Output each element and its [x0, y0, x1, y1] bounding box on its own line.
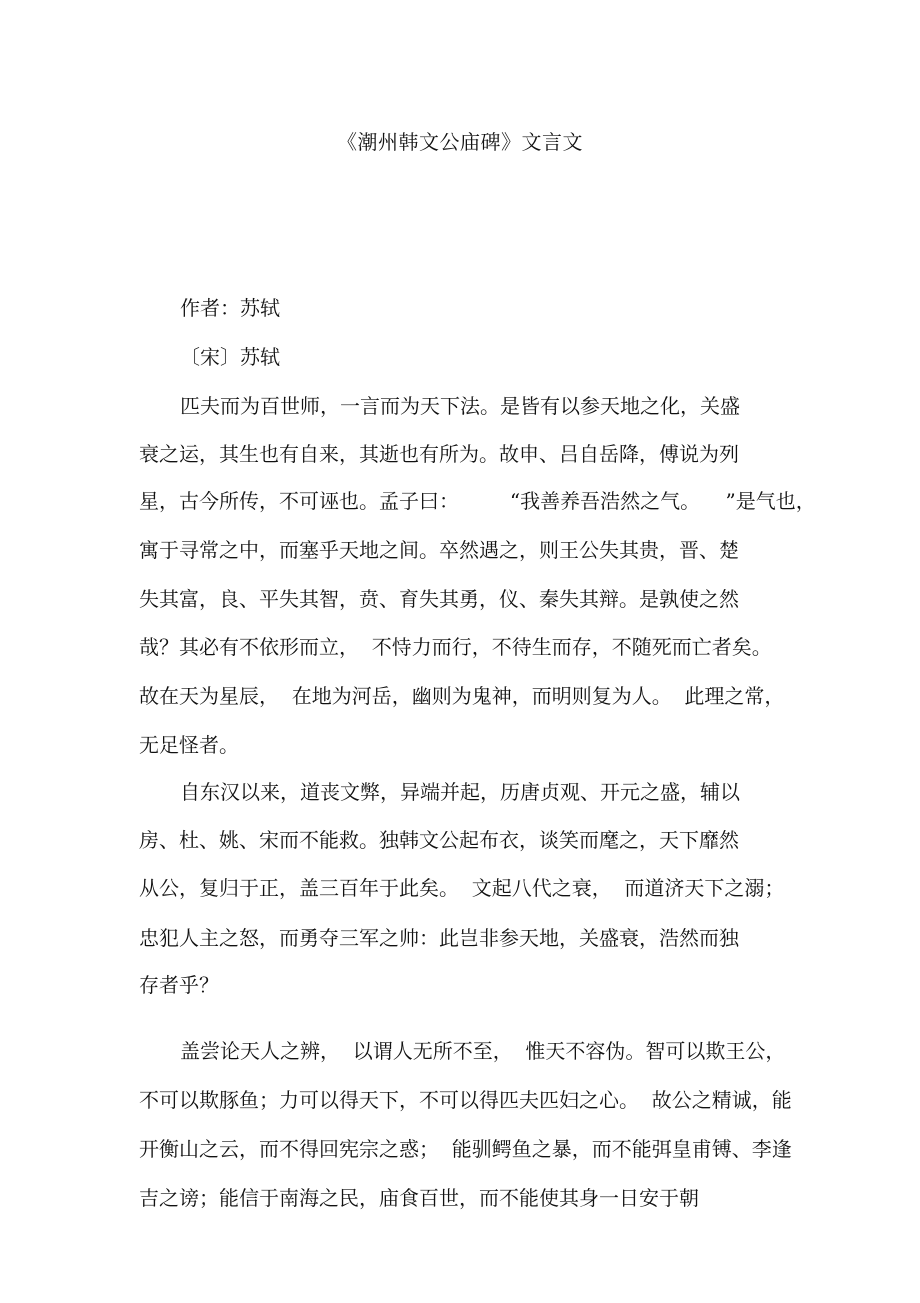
paragraph-line: 衰之运，其生也有自来，其逝也有所为。故申、吕自岳降，傅说为列 — [139, 442, 739, 466]
paragraph-line: 不可以欺豚鱼；力可以得天下，不可以得匹夫匹妇之心。 故公之精诚，能 — [139, 1088, 792, 1112]
dynasty-line: 〔宋〕苏轼 — [180, 345, 280, 369]
paragraph-line: 房、杜、姚、宋而不能救。独韩文公起布衣，谈笑而麾之，天下靡然 — [139, 828, 739, 852]
paragraph-line: 忠犯人主之怒，而勇夺三军之帅：此岂非参天地，关盛衰，浩然而独 — [139, 926, 739, 950]
author-line: 作者：苏轼 — [180, 296, 280, 320]
document-title: 《潮州韩文公庙碑》文言文 — [337, 130, 583, 154]
paragraph-line: 自东汉以来，道丧文弊，异端并起，历唐贞观、开元之盛，辅以 — [180, 780, 740, 804]
paragraph-line: 寓于寻常之中，而塞乎天地之间。卒然遇之，则王公失其贵，晋、楚 — [139, 538, 739, 562]
paragraph-line: 星，古今所传，不可诬也。孟子曰： “我善养吾浩然之气。 ”是气也， — [139, 489, 816, 513]
paragraph-line: 吉之谤；能信于南海之民，庙食百世，而不能使其身一日安于朝 — [139, 1186, 699, 1210]
paragraph-line: 从公，复归于正，盖三百年于此矣。 文起八代之衰， 而道济天下之溺； — [139, 876, 785, 900]
paragraph-line: 无足怪者。 — [139, 733, 239, 757]
paragraph-line: 开衡山之云，而不得回宪宗之惑； 能驯鳄鱼之暴，而不能弭皇甫镈、李逢 — [139, 1137, 792, 1161]
paragraph-line: 哉？其必有不依形而立， 不恃力而行，不待生而存，不随死而亡者矣。 — [139, 635, 772, 659]
paragraph-line: 存者乎？ — [139, 973, 219, 997]
paragraph-line: 盖尝论天人之辨， 以谓人无所不至， 惟天不容伪。智可以欺王公， — [180, 1039, 786, 1063]
paragraph-line: 故在天为星辰， 在地为河岳，幽则为鬼神，而明则复为人。 此理之常， — [139, 684, 785, 708]
paragraph-line: 匹夫而为百世师，一言而为天下法。是皆有以参天地之化，关盛 — [180, 394, 740, 418]
paragraph-line: 失其富，良、平失其智，贲、育失其勇，仪、秦失其辩。是孰使之然 — [139, 587, 739, 611]
